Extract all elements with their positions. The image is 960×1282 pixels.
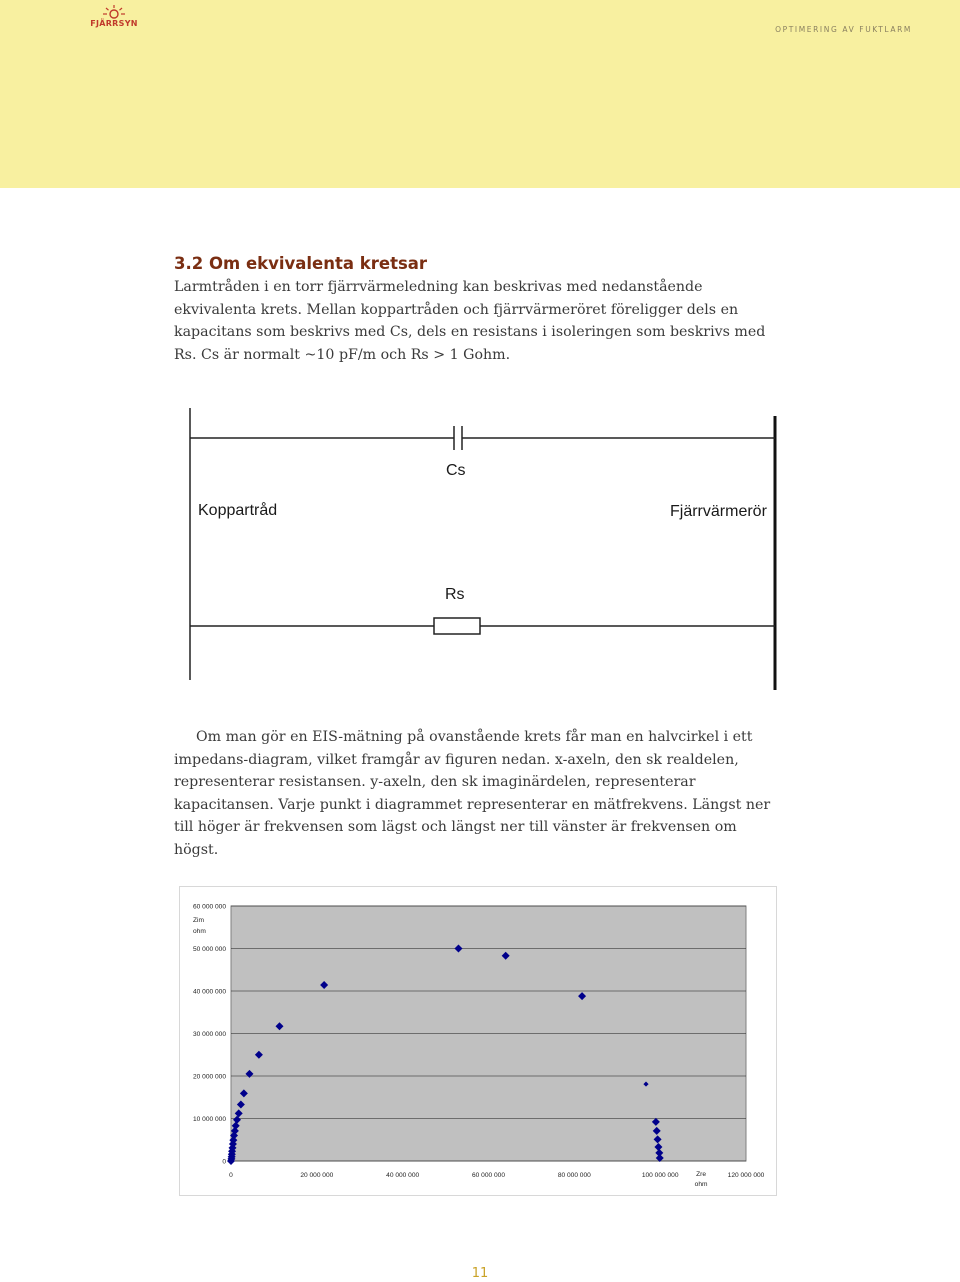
x-tick-label: 20 000 000 bbox=[300, 1172, 334, 1179]
x-tick-label: 80 000 000 bbox=[557, 1172, 591, 1179]
x-axis-label: Zre bbox=[696, 1171, 707, 1178]
y-tick-label: 50 000 000 bbox=[192, 946, 226, 953]
eis-paragraph: Om man gör en EIS-mätning på ovanstående krets får man en halvcirkel i ett impedans-diagram, vilket framgår av figuren nedan. x-axeln, den sk realdelen, representerar resistansen. y-axeln, den sk imaginärdelen, representerar kapacitansen. Varje punkt i diagrammet representerar en mätfrekvens. Längst ner till höger är frekvensen som lägst och längst ner till vänster är frekvensen om högst. bbox=[174, 729, 771, 858]
y-axis-label: ohm bbox=[193, 928, 206, 935]
copper-wire-label: Koppartråd bbox=[198, 502, 278, 519]
y-tick-label: 40 000 000 bbox=[192, 988, 226, 996]
district-heating-pipe-label: Fjärrvärmerör bbox=[670, 503, 767, 520]
intro-paragraph: Larmtråden i en torr fjärrvärmeledning kan beskrivas med nedanstående ekvivalenta krets. Mellan koppartråden och fjärrvärmeröret föreligger dels en kapacitans som beskrivs med Cs, dels en resistans i isoleringen som beskrivs med Rs. Cs är normalt ~10 pF/m och Rs > 1 Gohm. bbox=[174, 279, 766, 363]
x-tick-label: 40 000 000 bbox=[386, 1172, 420, 1179]
x-tick-label: 120 000 000 bbox=[727, 1172, 765, 1179]
x-tick-label: 0 bbox=[229, 1172, 233, 1179]
capacitor-label: Cs bbox=[446, 462, 466, 479]
section-heading: 3.2 Om ekvivalenta kretsar bbox=[174, 254, 428, 273]
section-title: OPTIMERING AV FUKTLARM bbox=[775, 25, 912, 34]
y-tick-label: 0 bbox=[222, 1158, 226, 1166]
y-tick-label: 30 000 000 bbox=[192, 1031, 226, 1038]
x-axis-label: ohm bbox=[694, 1181, 708, 1188]
y-tick-label: 60 000 000 bbox=[192, 903, 226, 911]
impedance-chart bbox=[179, 886, 777, 1196]
y-tick-label: 20 000 000 bbox=[192, 1073, 226, 1081]
x-tick-label: 100 000 000 bbox=[641, 1172, 679, 1179]
y-tick-label: 10 000 000 bbox=[192, 1116, 226, 1123]
brand-name: FJÄRRSYN bbox=[90, 19, 138, 28]
x-tick-label: 60 000 000 bbox=[471, 1172, 506, 1179]
resistor-symbol bbox=[434, 618, 480, 634]
page-number: 11 bbox=[471, 1266, 489, 1281]
sun-logo-icon bbox=[88, 4, 140, 20]
resistor-label: Rs bbox=[445, 586, 465, 603]
impedance-plot bbox=[180, 887, 776, 1195]
y-axis-label: Zim bbox=[193, 917, 204, 924]
equivalent-circuit bbox=[186, 404, 786, 698]
fjarrsyn-logo bbox=[88, 4, 140, 30]
circuit-diagram bbox=[186, 404, 786, 694]
